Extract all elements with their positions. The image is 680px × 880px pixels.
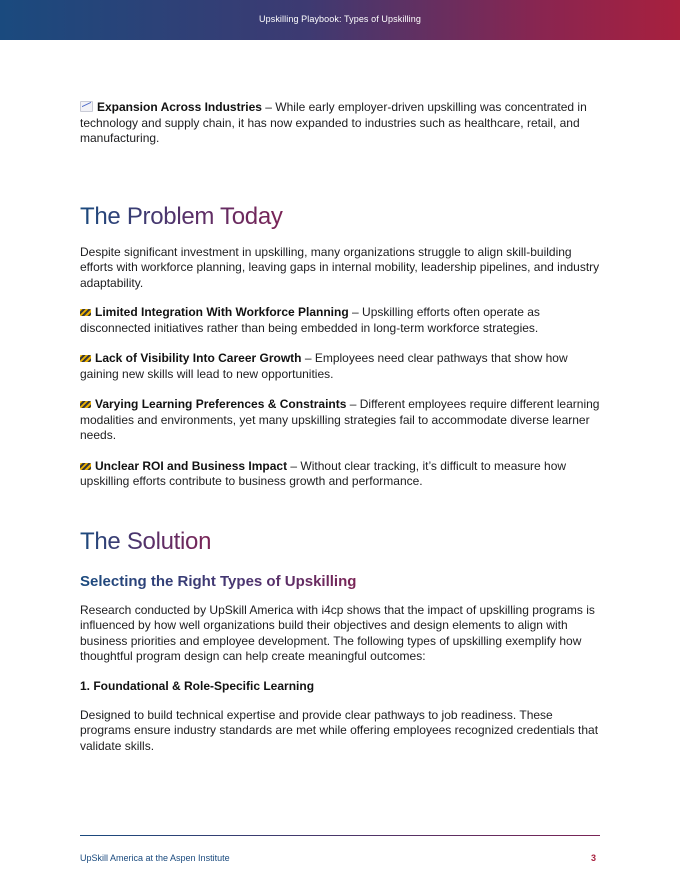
problem-item	[80, 351, 602, 382]
solution-subheading: Selecting the Right Types of Upskilling	[80, 572, 357, 590]
page-content	[80, 100, 602, 754]
item-text: – Upskilling efforts often operate as disconnected initiatives rather than being embedded in long-term workforce strategies.	[80, 305, 540, 335]
solution-heading: The Solution	[80, 527, 212, 555]
hazard-stripes-icon	[80, 355, 91, 362]
problem-intro: Despite significant investment in upskilling, many organizations struggle to align skill-building efforts with workforce planning, leaving gaps in internal mobility, leadership pipelines, and industry adaptability.	[80, 244, 600, 290]
problem-item	[80, 459, 602, 490]
item-lead: Limited Integration With Workforce Planning	[95, 305, 349, 319]
item-text: – Different employees require different learning modalities and environments, yet many upskilling strategies fail to accommodate diverse learner needs.	[80, 397, 600, 442]
page-number: 3	[590, 853, 596, 863]
hazard-stripes-icon	[80, 401, 91, 408]
chart-increasing-icon	[80, 101, 93, 112]
item-text: – Without clear tracking, it’s difficult to measure how upskilling efforts contribute to business growth and performance.	[80, 458, 567, 488]
problem-item	[80, 397, 602, 444]
item-text: – While early employer-driven upskilling was concentrated in technology and supply chain, it has now expanded to industries such as healthcare, retail, and manufacturing.	[80, 100, 587, 145]
document-title: Upskilling Playbook: Types of Upskilling	[259, 14, 421, 24]
item-lead: Lack of Visibility Into Career Growth	[95, 351, 302, 365]
problem-heading: The Problem Today	[80, 202, 283, 230]
item-lead: Unclear ROI and Business Impact	[95, 458, 288, 473]
item-lead: Varying Learning Preferences & Constraints	[95, 397, 347, 411]
intro-item	[80, 100, 602, 147]
item-text: – Employees need clear pathways that show how gaining new skills will lead to new opportunities.	[80, 351, 568, 381]
page-header-band	[0, 0, 680, 40]
section-title: 1. Foundational & Role-Specific Learning	[80, 678, 315, 693]
footer-organization: UpSkill America at the Aspen Institute	[80, 853, 230, 863]
hazard-stripes-icon	[80, 463, 91, 470]
item-lead: Expansion Across Industries	[97, 100, 262, 114]
section-text: Designed to build technical expertise and provide clear pathways to job readiness. These programs ensure industry standards are met while offering employees recognized credentials that validate skills.	[80, 707, 599, 753]
problem-item	[80, 305, 602, 336]
solution-intro: Research conducted by UpSkill America with i4cp shows that the impact of upskilling programs is influenced by how well organizations build their objectives and design elements to align with business priorities and employee development. The following types of upskilling exemplify how thoughtful program design can help create meaningful outcomes:	[80, 602, 595, 663]
footer-divider	[80, 835, 600, 836]
hazard-stripes-icon	[80, 309, 91, 316]
